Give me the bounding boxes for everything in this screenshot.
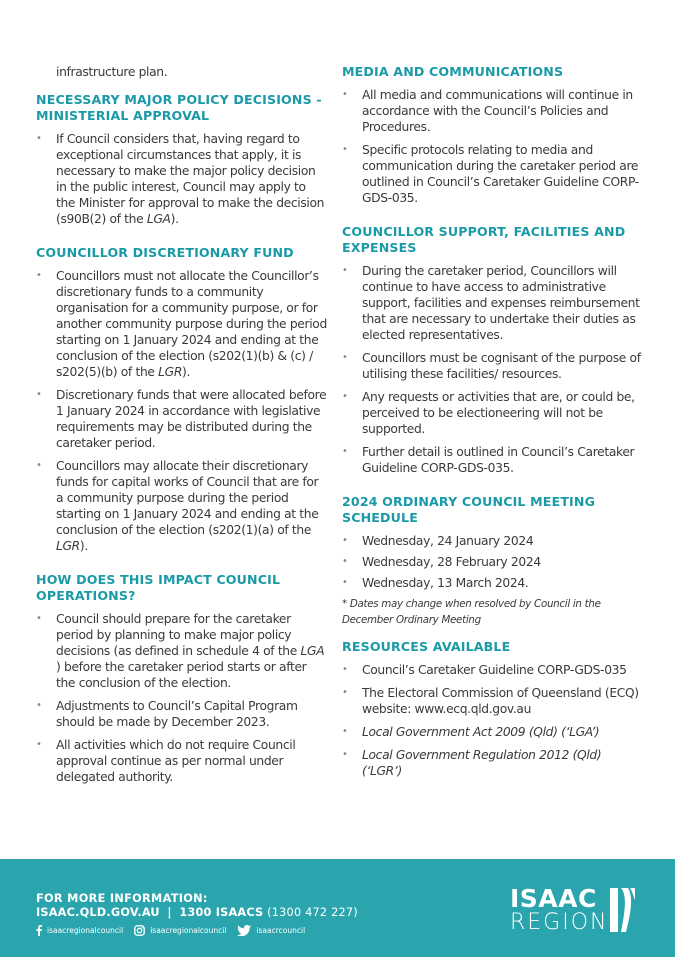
twitter-bird-icon: [237, 925, 251, 936]
list-item: • Any requests or activities that are, or could be, perceived to be electioneering will not be supported.: [342, 389, 642, 437]
media-list: [342, 87, 642, 206]
list-item: • Councillors may allocate their discretionary funds for capital works of Council that are for a community purpose during the period starting on 1 January 2024 and ending at the conclusion of the election (s202(1)(a) of the LGR).: [36, 458, 328, 554]
list-item: • Councillors must be cognisant of the purpose of utilising these facilities/ resources.: [342, 350, 642, 382]
facebook-icon: [36, 925, 42, 936]
instagram-icon: [134, 925, 145, 936]
list-item: • If Council considers that, having regard to exceptional circumstances that apply, it is necessary to make the major policy decision in the public interest, Council may apply to the Minister for approval to make the decision (s90B(2) of the LGA).: [36, 131, 328, 227]
social-links: [36, 925, 316, 936]
list-item: • During the caretaker period, Councillors will continue to have access to administrative support, facilities and expenses reimbursement that are necessary to undertake their duties as elected representatives.: [342, 263, 642, 343]
list-item: • Wednesday, 13 March 2024.: [342, 575, 642, 591]
support-list: [342, 263, 642, 476]
isaac-region-logo: [510, 886, 640, 938]
list-item: • All activities which do not require Council approval continue as per normal under delegated authority.: [36, 737, 328, 785]
phone-text: 1300 ISAACS: [179, 906, 264, 919]
heading-media-communications: MEDIA AND COMMUNICATIONS: [342, 64, 564, 79]
footer: [0, 859, 675, 957]
heading-meeting-schedule: 2024 ORDINARY COUNCIL MEETING SCHEDULE: [342, 494, 596, 525]
heading-councillor-discretionary-fund: COUNCILLOR DISCRETIONARY FUND: [36, 245, 294, 260]
list-item: • Discretionary funds that were allocated before 1 January 2024 in accordance with legislative requirements may be distributed during the caretaker period.: [36, 387, 328, 451]
footer-heading: FOR MORE INFORMATION:: [36, 892, 208, 905]
list-item: • Local Government Regulation 2012 (Qld) (‘LGR’): [342, 747, 642, 779]
list-item: • The Electoral Commission of Queensland (ECQ) website: www.ecq.qld.gov.au: [342, 685, 642, 717]
heading-resources-available: RESOURCES AVAILABLE: [342, 639, 511, 654]
logo-word-isaac: ISAAC: [510, 884, 597, 913]
logo-mark-icon: [608, 886, 636, 934]
logo-word-region: REGION: [510, 910, 609, 935]
twitter-link[interactable]: isaacrcouncil: [237, 925, 305, 936]
footer-separator: |: [167, 906, 172, 919]
schedule-note: * Dates may change when resolved by Council in the December Ordinary Meeting: [342, 598, 601, 626]
website-link[interactable]: ISAAC.QLD.GOV.AU: [36, 906, 160, 919]
heading-impact-council-operations: HOW DOES THIS IMPACT COUNCIL OPERATIONS?: [36, 572, 281, 603]
footer-contact: [36, 906, 358, 919]
list-item: • Specific protocols relating to media and communication during the caretaker period are outlined in Council’s Caretaker Guideline CORP-GDS-035.: [342, 142, 642, 206]
major-policy-list: [36, 131, 328, 227]
continued-text: infrastructure plan.: [56, 65, 168, 79]
list-item: • Council should prepare for the caretaker period by planning to make major policy decisions (as defined in schedule 4 of the LGA ) before the caretaker period starts or after the conclusion of the election.: [36, 611, 328, 691]
list-item: • Councillors must not allocate the Councillor’s discretionary funds to a community organisation for a community purpose, or for another community purpose during the period starting on 1 January 2024 and ending at the conclusion of the election (s202(1)(b) & (c) / s202(5)(b) of the LGR).: [36, 268, 328, 380]
phone-number: (1300 472 227): [267, 906, 358, 919]
list-item: • Local Government Act 2009 (Qld) (‘LGA’): [342, 724, 642, 740]
meeting-schedule-list: [342, 533, 642, 591]
instagram-link[interactable]: isaacregionalcouncil: [134, 925, 226, 936]
list-item: • Wednesday, 24 January 2024: [342, 533, 642, 549]
list-item: • All media and communications will continue in accordance with the Council’s Policies and Procedures.: [342, 87, 642, 135]
list-item: • Council’s Caretaker Guideline CORP-GDS-035: [342, 662, 642, 678]
discretionary-fund-list: [36, 268, 328, 554]
right-column: [342, 64, 642, 786]
heading-councillor-support: COUNCILLOR SUPPORT, FACILITIES AND EXPENSES: [342, 224, 626, 255]
left-column: [36, 64, 328, 792]
list-item: • Adjustments to Council’s Capital Program should be made by December 2023.: [36, 698, 328, 730]
resources-list: [342, 662, 642, 779]
list-item: • Further detail is outlined in Council’s Caretaker Guideline CORP-GDS-035.: [342, 444, 642, 476]
impact-list: [36, 611, 328, 785]
list-item: • Wednesday, 28 February 2024: [342, 554, 642, 570]
heading-major-policy-decisions: NECESSARY MAJOR POLICY DECISIONS - MINISTERIAL APPROVAL: [36, 92, 322, 123]
facebook-link[interactable]: isaacregionalcouncil: [36, 925, 123, 936]
